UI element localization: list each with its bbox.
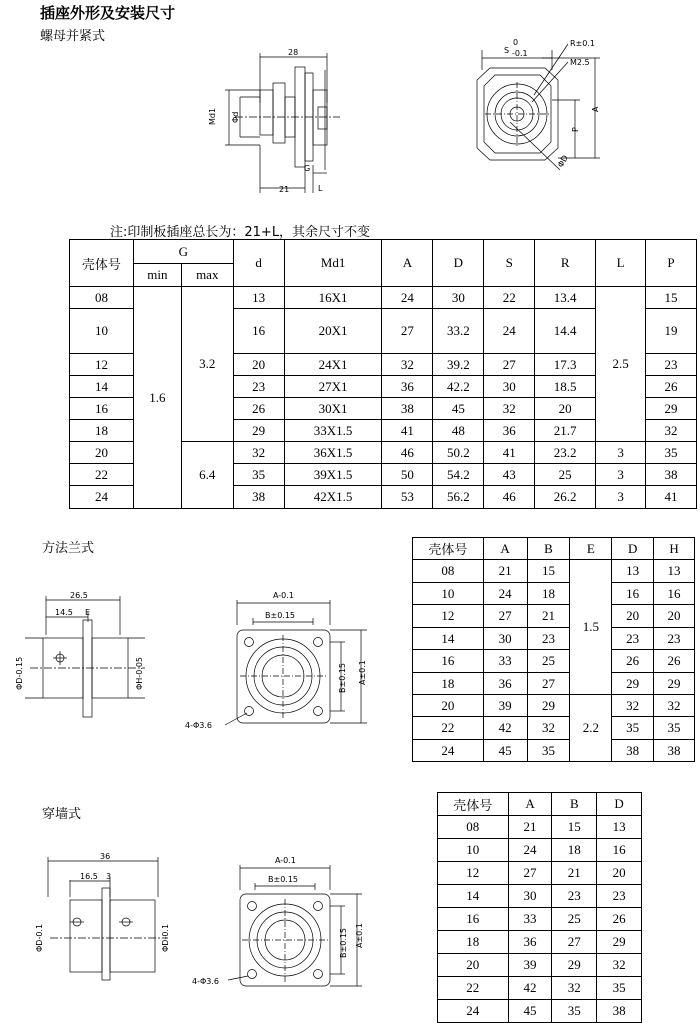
dim-A: A-0.1 xyxy=(275,856,296,865)
dim-md1: Md1 xyxy=(208,107,217,125)
square-flange-front-drawing xyxy=(185,585,380,735)
nut-lock-front-drawing xyxy=(450,40,630,180)
dim-B-vertical: B±0.15 xyxy=(339,927,348,958)
e-cell-2: 2.2 xyxy=(570,695,612,762)
table-row: 20 39 29 32 xyxy=(438,954,642,977)
g-max-cell-2: 6.4 xyxy=(181,442,233,509)
header-R: R xyxy=(535,240,596,287)
dim-G: G xyxy=(304,164,311,173)
header-H: H xyxy=(654,538,695,560)
through-wall-spec-table xyxy=(437,792,642,1023)
header-model: 壳体号 xyxy=(413,538,484,560)
table-row: 14 23 27X1 36 42.2 30 18.5 26 xyxy=(70,376,697,398)
dim-holes: 4-Φ3.6 xyxy=(192,977,219,986)
dim-phi-D-left: ΦD-0.1 xyxy=(35,923,44,952)
header-B: B xyxy=(552,793,597,816)
header-d: d xyxy=(233,240,284,287)
table-row: 22 42 32 35 35 xyxy=(413,717,695,740)
svg-text:0: 0 xyxy=(513,38,519,47)
note-pcb-length: 注:印制板插座总长为：21+L，其余尺寸不变 xyxy=(110,225,371,240)
section-title-square-flange: 方法兰式 xyxy=(42,541,95,556)
e-cell-1: 1.5 xyxy=(570,560,612,695)
dim-phi-D-right: ΦD-0.1 xyxy=(161,923,170,952)
nut-lock-side-drawing xyxy=(205,45,355,205)
dim-A-vertical: A±0.1 xyxy=(355,923,364,948)
header-D: D xyxy=(612,538,654,560)
dim-phi-D: ΦD xyxy=(555,153,570,169)
table-row: 08 1.6 3.2 13 16X1 24 30 22 13.4 2.5 15 xyxy=(70,287,697,309)
header-g-min: min xyxy=(133,264,181,287)
dim-R: R±0.1 xyxy=(570,39,595,48)
dim-holes: 4-Φ3.6 xyxy=(185,721,212,730)
dim-S: S xyxy=(504,46,510,55)
table-row: 10 24 18 16 16 xyxy=(413,583,695,605)
dim-phi-D: ΦD-0.15 xyxy=(15,656,24,690)
table-row: 18 36 27 29 xyxy=(438,931,642,954)
dim-B: B±0.15 xyxy=(265,611,296,620)
table-row: 16 26 30X1 38 45 32 20 29 xyxy=(70,398,697,420)
table-row: 20 6.4 32 36X1.5 46 50.2 41 23.2 3 35 xyxy=(70,442,697,464)
table-row: 14 30 23 23 xyxy=(438,885,642,908)
table-row: 12 27 21 20 20 xyxy=(413,605,695,628)
header-model: 壳体号 xyxy=(438,793,509,816)
g-max-cell-1: 3.2 xyxy=(181,287,233,442)
dim-M2.5: M2.5 xyxy=(570,58,590,67)
square-flange-spec-table xyxy=(412,537,695,762)
table-row: 08 21 15 13 xyxy=(438,816,642,839)
table-row: 20 39 29 2.2 32 32 xyxy=(413,695,695,717)
dim-phi-d: Φd xyxy=(231,111,240,123)
nut-lock-spec-table xyxy=(69,239,697,509)
through-wall-front-drawing xyxy=(190,850,380,1000)
table-row: 12 27 21 20 xyxy=(438,862,642,885)
dim-14.5: 14.5 xyxy=(55,608,73,617)
header-g-max: max xyxy=(181,264,233,287)
table-row: 14 30 23 23 23 xyxy=(413,628,695,650)
table-row: 18 29 33X1.5 41 48 36 21.7 32 xyxy=(70,420,697,442)
through-wall-side-drawing xyxy=(30,852,180,982)
header-model: 壳体号 xyxy=(70,240,134,287)
table-row: 24 45 35 38 38 xyxy=(413,740,695,762)
section-title-nut-lock: 螺母并紧式 xyxy=(40,29,106,44)
header-G: G xyxy=(133,240,233,264)
table-row: 16 33 25 26 xyxy=(438,908,642,931)
header-P: P xyxy=(646,240,697,287)
header-B: B xyxy=(527,538,570,560)
dim-phi-H: ΦH-0.05 xyxy=(135,656,144,690)
dim-A: A xyxy=(591,106,600,112)
dim-P: P xyxy=(571,127,580,132)
dim-A: A-0.1 xyxy=(273,591,294,600)
table-row: 22 42 32 35 xyxy=(438,977,642,1000)
l-merged-cell: 2.5 xyxy=(596,287,646,442)
table-row: 10 24 18 16 xyxy=(438,839,642,862)
header-A: A xyxy=(483,538,527,560)
square-flange-side-drawing xyxy=(10,590,170,720)
section-title-through-wall: 穿墙式 xyxy=(42,807,82,822)
table-row: 12 20 24X1 32 39.2 27 17.3 23 xyxy=(70,354,697,376)
dim-16.5: 16.5 xyxy=(80,872,98,881)
g-min-cell: 1.6 xyxy=(133,287,181,509)
table-row: 22 35 39X1.5 50 54.2 43 25 3 38 xyxy=(70,464,697,486)
table-row: 10 16 20X1 27 33.2 24 14.4 19 xyxy=(70,309,697,354)
dim-B-vertical: B±0.15 xyxy=(338,662,347,693)
table-row: 24 45 35 38 xyxy=(438,1000,642,1023)
table-row: 24 38 42X1.5 53 56.2 46 26.2 3 41 xyxy=(70,486,697,509)
header-D: D xyxy=(433,240,484,287)
svg-text:-0.1: -0.1 xyxy=(512,49,528,58)
dim-36: 36 xyxy=(100,852,111,861)
header-md1: Md1 xyxy=(284,240,382,287)
header-E: E xyxy=(570,538,612,560)
header-A: A xyxy=(382,240,433,287)
table-row: 16 33 25 26 26 xyxy=(413,650,695,673)
dim-E: E xyxy=(85,608,91,617)
table-row: 18 36 27 29 29 xyxy=(413,673,695,695)
dim-21: 21 xyxy=(279,185,290,194)
page-title: 插座外形及安装尺寸 xyxy=(40,4,176,22)
header-A: A xyxy=(508,793,552,816)
dim-B: B±0.15 xyxy=(268,875,299,884)
dim-L: L xyxy=(318,184,323,193)
dim-A-vertical: A±0.1 xyxy=(358,660,367,685)
header-S: S xyxy=(484,240,535,287)
header-D: D xyxy=(597,793,642,816)
dim-3: 3 xyxy=(106,872,112,881)
dim-26.5: 26.5 xyxy=(70,591,88,600)
header-L: L xyxy=(596,240,646,287)
table-row: 08 21 15 1.5 13 13 xyxy=(413,560,695,583)
dim-28: 28 xyxy=(288,48,299,57)
